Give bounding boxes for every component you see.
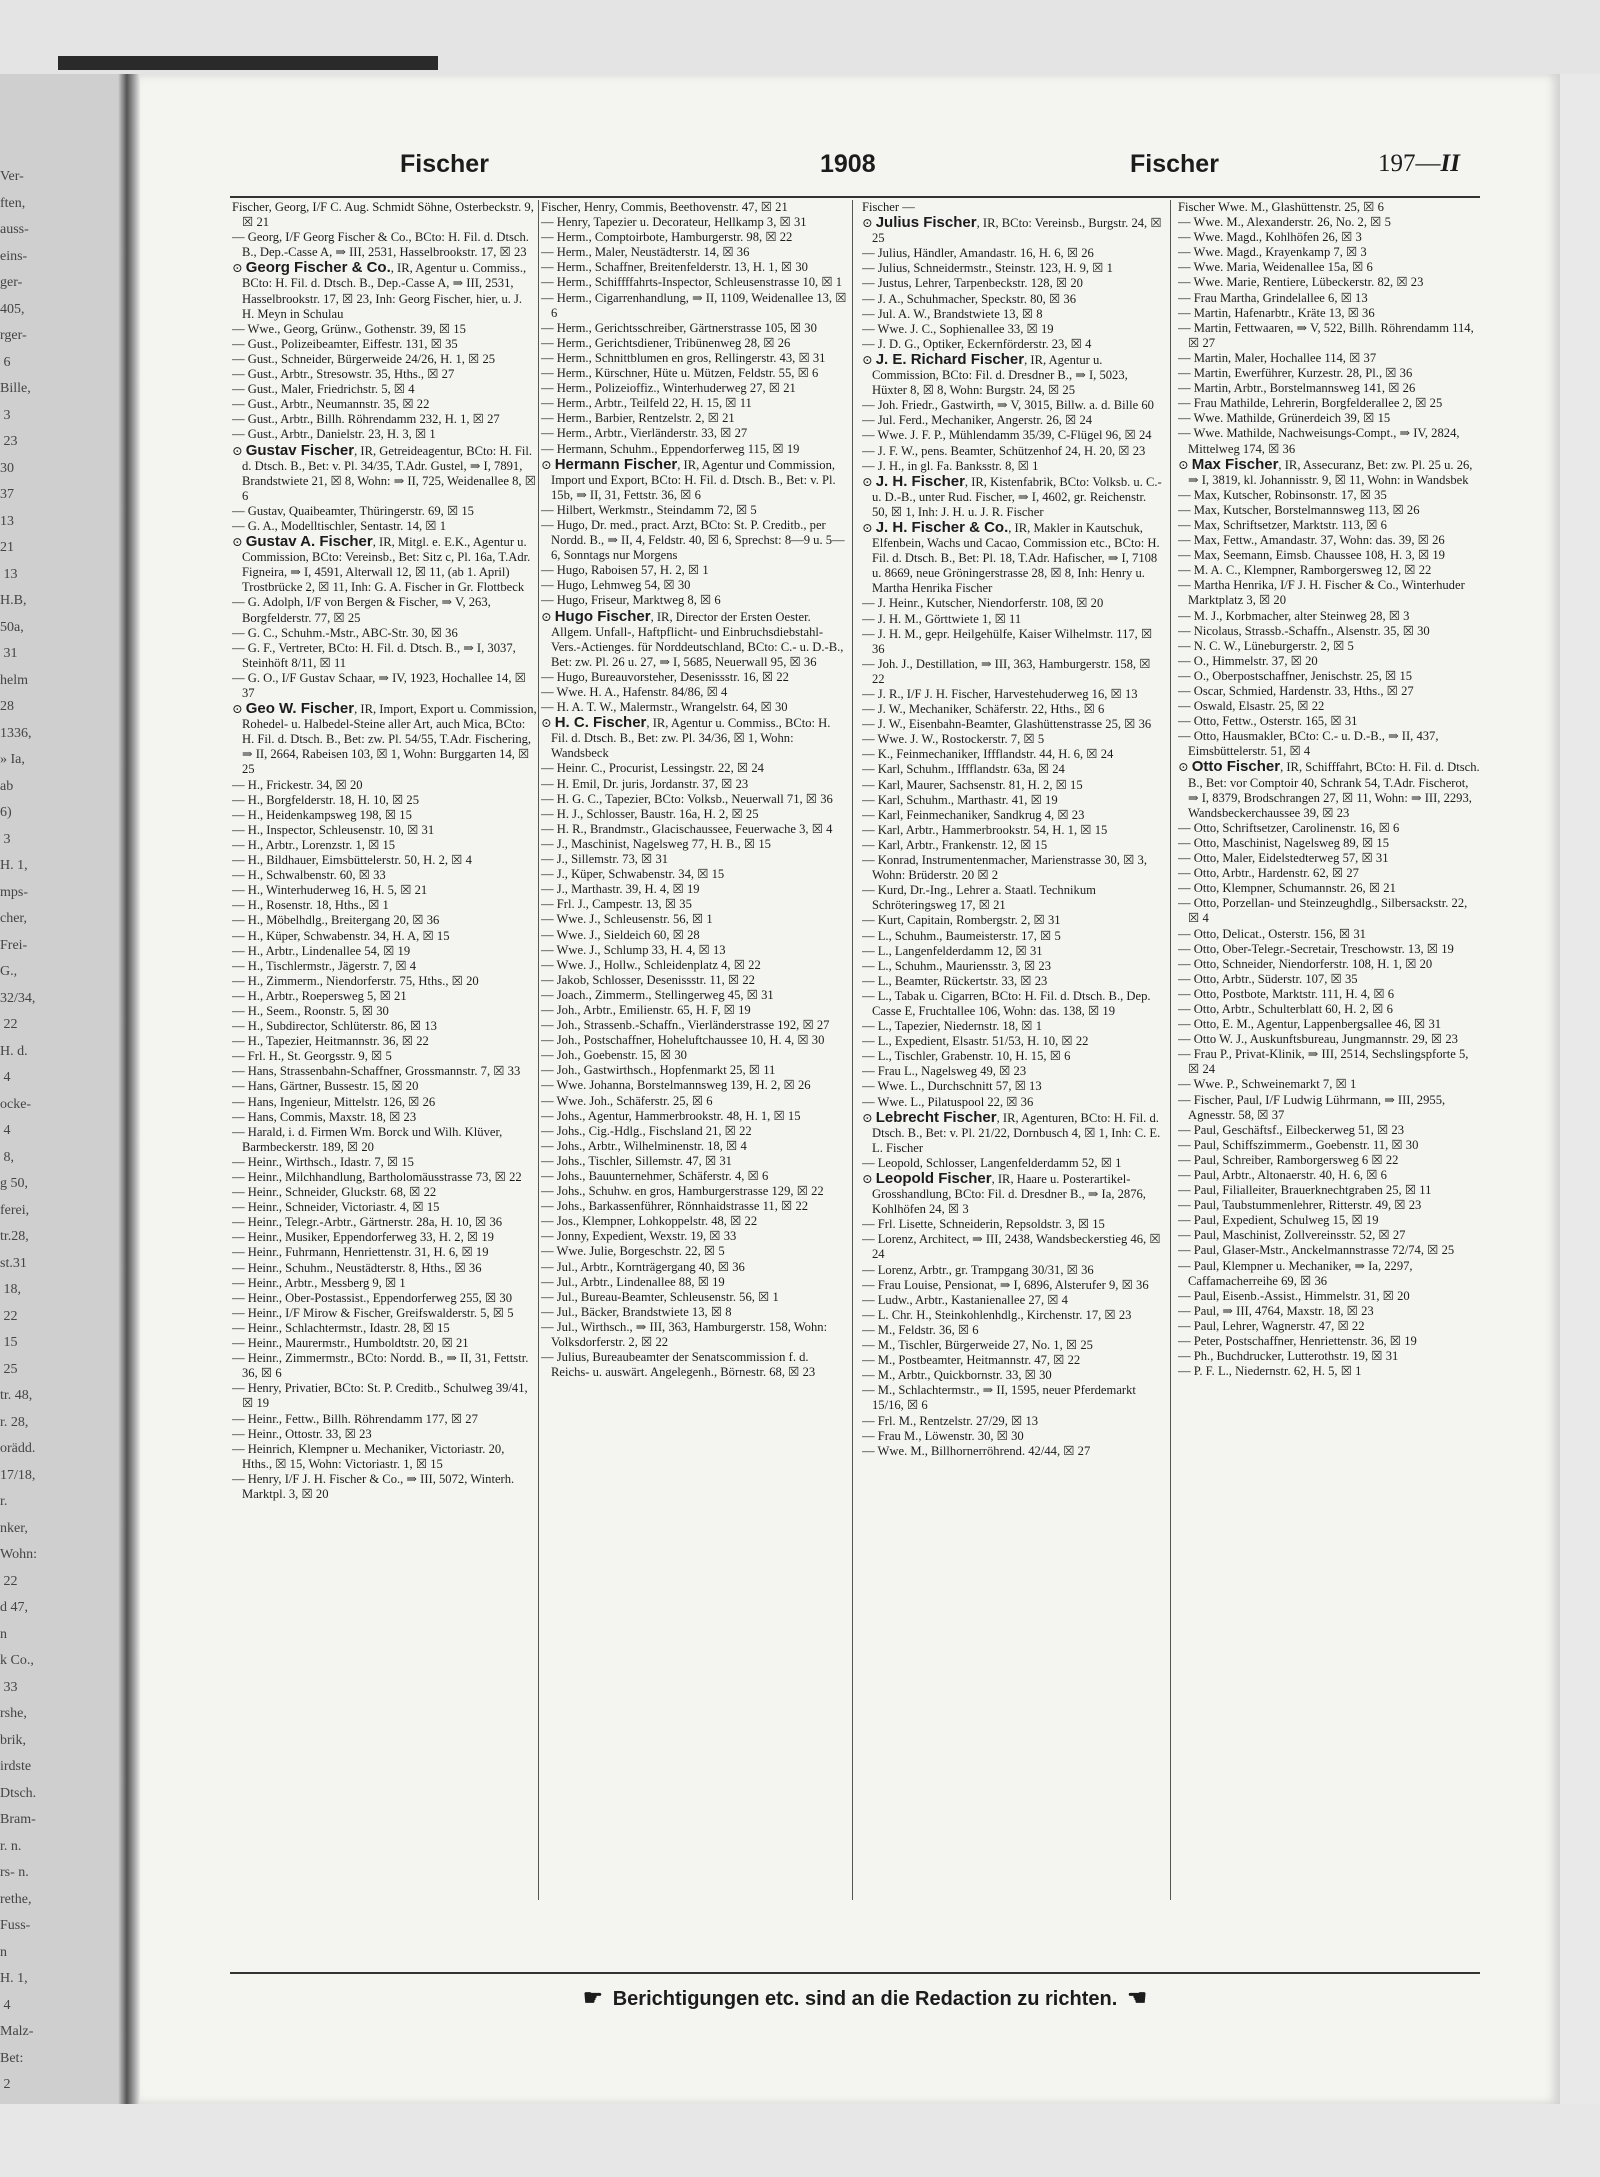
pointing-hand-icon: ☚ [1127,1985,1147,2010]
directory-entry: — G. C., Schuhm.-Mstr., ABC-Str. 30, ☒ 36 [232,625,458,640]
directory-entry: — Jul., Arbtr., Kornträgergang 40, ☒ 36 [541,1259,745,1274]
directory-entry: — Joh., Postschaffner, Hoheluftchaussee 10, H. 4, ☒ 30 [541,1033,825,1048]
directory-entry: — Karl, Maurer, Sachsenstr. 81, H. 2, ☒ 15 [862,777,1083,792]
directory-entry: — Wwe. Joh., Schäferstr. 25, ☒ 6 [541,1093,713,1108]
firm-name: H. C. Fischer [554,714,647,732]
directory-entry: — Kurt, Capitain, Rombergstr. 2, ☒ 31 [862,913,1061,928]
directory-entry: — H., Tischlermstr., Jägerstr. 7, ☒ 4 [232,958,417,973]
directory-entry: — Wwe. Mathilde, Grünerdeich 39, ☒ 15 [1178,411,1391,426]
directory-entry: — Otto, Arbtr., Süderstr. 107, ☒ 35 [1178,971,1358,986]
directory-entry: — Martin, Arbtr., Borstelmannsweg 141, ☒ 26 [1178,381,1416,396]
directory-entry: — Heinr., Schuhm., Neustädterstr. 8, Hths., ☒ 36 [232,1260,482,1275]
book-gutter [118,74,140,2104]
directory-entry: — Heinr., Telegr.-Arbtr., Gärtnerstr. 28a, H. 10, ☒ 36 [232,1215,503,1230]
directory-entry: — Wwe. M., Alexanderstr. 26, No. 2, ☒ 5 [1178,215,1391,230]
directory-entry: — M., Feldstr. 36, ☒ 6 [862,1322,979,1337]
directory-entry: — Konrad, Instrumentenmacher, Marienstrasse 30, ☒ 3, Wohn: Brüderstr. 20 ☒ 2 [862,853,1147,883]
directory-entry: — Martha Henrika, I/F J. H. Fischer & Co., Winterhuder Marktplatz 3, ☒ 20 [1178,578,1465,608]
directory-entry: — Heinr., Schneider, Victoriastr. 4, ☒ 15 [232,1200,440,1215]
directory-entry: — H., Frickestr. 34, ☒ 20 [232,777,363,792]
directory-entry: — Otto, E. M., Agentur, Lappenbergsallee 46, ☒ 31 [1178,1017,1442,1032]
directory-entry: — H., Bildhauer, Eimsbüttelerstr. 50, H. 2, ☒ 4 [232,853,472,868]
directory-entry: — Frau Martha, Grindelallee 6, ☒ 13 [1178,290,1368,305]
directory-entry: — Lorenz, Architect, ⇒ III, 2438, Wandsbeckerstieg 46, ☒ 24 [862,1232,1161,1262]
directory-entry: — Heinr., Fuhrmann, Henriettenstr. 31, H. 6, ☒ 19 [232,1245,489,1260]
directory-entry: — Hugo, Dr. med., pract. Arzt, BCto: St. P. Creditb., per Nordd. B., ⇒ II, 4, Feldstr. 40, ☒ 6, Sprechst: 8—9 u. 5—6, Sonntags nur Morgens [541,517,845,563]
scan-bottom-margin [0,2104,1600,2177]
directory-entry: — Wwe. Julie, Borgeschstr. 22, ☒ 5 [541,1244,725,1259]
directory-entry: ⊙ J. H. Fischer & Co., IR, Makler in Kautschuk, Elfenbein, Wachs und Cacao, Commission etc., BCto: H. Fil. d. Dtsch. B., Bet: Pl. 18, T.Adr. Hafischer, ⇒ I, 7108 u. 8669, neue Gröningerstrasse 28, ☒ 8, Inh: Henry u. Martha Henrika Fischer [862,518,1160,596]
directory-entry: — H., Tapezier, Heitmannstr. 36, ☒ 22 [232,1034,429,1049]
directory-entry: — Jul. Ferd., Mechaniker, Angerstr. 26, ☒ 24 [862,413,1093,428]
directory-entry: — Otto, Porzellan- und Steinzeughdlg., Silbersackstr. 22, ☒ 4 [1178,896,1468,926]
directory-entry: — H., Inspector, Schleusenstr. 10, ☒ 31 [232,822,435,837]
directory-entry: — M., Postbeamter, Heitmannstr. 47, ☒ 22 [862,1353,1081,1368]
directory-entry: ⊙ Gustav A. Fischer, IR, Mitgl. e. E.K., Agentur u. Commission, BCto: Vereinsb., Bet: Sitz c, Pl. 16a, T.Adr. Figneira, ⇒ I, 4591, Alterwall 12, ☒ 11, (ab 1. April) Trostbrücke 2, ☒ 11, Inh: G. A. Fischer in Gr. Flottbeck [232,533,531,595]
directory-entry: — L., Langenfelderdamm 12, ☒ 31 [862,943,1043,958]
directory-entry: — H., Schwalbenstr. 60, ☒ 33 [232,868,386,883]
directory-entry: — Herm., Arbtr., Vierländerstr. 33, ☒ 27 [541,426,748,441]
directory-entry: — Herm., Schiffffahrts-Inspector, Schleusenstrasse 10, ☒ 1 [541,275,843,290]
directory-entry: — Johs., Arbtr., Wilhelminenstr. 18, ☒ 4 [541,1138,747,1153]
directory-entry: — Lorenz, Arbtr., gr. Trampgang 30/31, ☒ 36 [862,1262,1094,1277]
directory-entry: — J., Küper, Schwabenstr. 34, ☒ 15 [541,867,725,882]
directory-entry: — M. J., Korbmacher, alter Steinweg 28, ☒ 3 [1178,608,1410,623]
directory-entry: — Karl, Schuhm., Iffflandstr. 63a, ☒ 24 [862,762,1065,777]
directory-entry: — M., Tischler, Bürgerweide 27, No. 1, ☒ 25 [862,1338,1093,1353]
column-4 [1178,200,1480,1900]
directory-entry: — Otto, Arbtr., Hardenstr. 62, ☒ 27 [1178,866,1359,881]
directory-entry: — H., Rosenstr. 18, Hths., ☒ 1 [232,898,389,913]
directory-entry: Fischer, Henry, Commis, Beethovenstr. 47, ☒ 21 [541,200,788,214]
directory-entry: — Frl. Lisette, Schneiderin, Repsoldstr. 3, ☒ 15 [862,1217,1105,1232]
scan-dark-strip [58,56,438,70]
directory-entry: — Wwe. Magd., Kohlhöfen 26, ☒ 3 [1178,230,1362,245]
directory-entry: — Herm., Cigarrenhandlung, ⇒ II, 1109, Weidenallee 13, ☒ 6 [541,290,847,320]
directory-entry: — Martin, Fettwaaren, ⇒ V, 522, Billh. Röhrendamm 114, ☒ 27 [1178,320,1474,350]
directory-entry: — Heinr., Fettw., Billh. Röhrendamm 177, ☒ 27 [232,1411,478,1426]
directory-entry: — Frau M., Löwenstr. 30, ☒ 30 [862,1428,1024,1443]
directory-entry: — Wwe. J. W., Rostockerstr. 7, ☒ 5 [862,732,1045,747]
firm-name: Georg Fischer & Co. [245,259,391,277]
directory-entry: — J. W., Eisenbahn-Beamter, Glashüttenstrasse 25, ☒ 36 [862,717,1152,732]
directory-entry: — Frau P., Privat-Klinik, ⇒ III, 2514, Sechslingspforte 5, ☒ 24 [1178,1047,1469,1077]
directory-entry: — Jul., Arbtr., Lindenallee 88, ☒ 19 [541,1274,725,1289]
directory-entry: — Hilbert, Werkmstr., Steindamm 72, ☒ 5 [541,502,757,517]
directory-entry: — Paul, Schreiber, Ramborgersweg 6 ☒ 22 [1178,1152,1399,1167]
directory-entry: — Johs., Schuhw. en gros, Hamburgerstrasse 129, ☒ 22 [541,1184,824,1199]
directory-entry: — Jonny, Expedient, Wexstr. 19, ☒ 33 [541,1229,737,1244]
directory-entry: — Herm., Kürschner, Hüte u. Mützen, Feldstr. 55, ☒ 6 [541,366,819,381]
directory-entry: — G. Adolph, I/F von Bergen & Fischer, ⇒ V, 263, Borgfelderstr. 77, ☒ 25 [232,595,491,625]
directory-entry: — Jakob, Schlosser, Desenissstr. 11, ☒ 22 [541,972,755,987]
directory-entry: — Heinr., Wirthsch., Idastr. 7, ☒ 15 [232,1154,414,1169]
directory-entry: — Herm., Schnittblumen en gros, Rellingerstr. 43, ☒ 31 [541,350,826,365]
directory-entry: — Hans, Gärtner, Bussestr. 15, ☒ 20 [232,1079,419,1094]
directory-entry: — Peter, Postschaffner, Henriettenstr. 36, ☒ 19 [1178,1334,1417,1349]
firm-name: Julius Fischer [875,214,977,232]
directory-entry: — Otto, Postbote, Marktstr. 111, H. 4, ☒ 6 [1178,986,1395,1001]
directory-entry: — Leopold, Schlosser, Langenfelderdamm 52, ☒ 1 [862,1155,1122,1170]
directory-entry: — Herm., Gerichtsschreiber, Gärtnerstrasse 105, ☒ 30 [541,320,817,335]
directory-entry: — M., Schlachtermstr., ⇒ II, 1595, neuer Pferdemarkt 15/16, ☒ 6 [862,1383,1136,1413]
directory-entry: — Hugo, Lehmweg 54, ☒ 30 [541,578,691,593]
directory-entry: — J. H. M., Görttwiete 1, ☒ 11 [862,611,1022,626]
directory-entry: — Otto, Maschinist, Nagelsweg 89, ☒ 15 [1178,835,1390,850]
directory-entry: — Hugo, Friseur, Marktweg 8, ☒ 6 [541,593,721,608]
directory-entry: — Paul, Glaser-Mstr., Anckelmannstrasse 72/74, ☒ 25 [1178,1243,1455,1258]
directory-entry: — H. Emil, Dr. juris, Jordanstr. 37, ☒ 23 [541,776,749,791]
directory-entry: ⊙ Georg Fischer & Co., IR, Agentur u. Commiss., BCto: H. Fil. d. Dtsch. B., Dep.-Casse A, ⇒ III, 2531, Hasselbrookstr. 17, ☒ 23, Inh: Georg Fischer, hier, u. J. H. Meyn in Schulau [232,259,527,321]
directory-entry: — Gust., Arbtr., Danielstr. 23, H. 3, ☒ 1 [232,427,436,442]
directory-entry: — Heinr., Schlachtermstr., Idastr. 28, ☒ 15 [232,1320,450,1335]
directory-entry: — Max, Seemann, Eimsb. Chaussee 108, H. 3, ☒ 19 [1178,548,1445,563]
directory-entry: — Joach., Zimmerm., Stellingerweg 45, ☒ 31 [541,987,774,1002]
directory-entry: — Otto, Hausmakler, BCto: C.- u. D.-B., ⇒ II, 437, Eimsbüttelerstr. 51, ☒ 4 [1178,729,1439,759]
directory-entry: — H., Möbelhdlg., Breitergang 20, ☒ 36 [232,913,440,928]
directory-entry: — Paul, Arbtr., Altonaerstr. 40, H. 6, ☒ 6 [1178,1168,1387,1182]
directory-entry: — Heinr., Ober-Postassist., Eppendorferweg 255, ☒ 30 [232,1290,513,1305]
directory-entry: — L., Tischler, Grabenstr. 10, H. 15, ☒ 6 [862,1049,1071,1064]
directory-entry: ⊙ Leopold Fischer, IR, Haare u. Posterartikel-Grosshandlung, BCto: Fil. d. Dresdner B., ⇒ Ia, 2876, Kohlhöfen 24, ☒ 3 [862,1170,1146,1217]
firm-name: Otto Fischer [1191,758,1281,776]
directory-entry: — Johs., Agentur, Hammerbrookstr. 48, H. 1, ☒ 15 [541,1108,801,1123]
directory-entry: — J., Maschinist, Nagelsweg 77, H. B., ☒ 15 [541,836,771,851]
directory-entry: — Otto, Schriftsetzer, Carolinenstr. 16, ☒ 6 [1178,820,1400,835]
directory-entry: — L., Beamter, Rückertstr. 33, ☒ 23 [862,973,1048,988]
directory-entry: — Karl, Feinmechaniker, Sandkrug 4, ☒ 23 [862,807,1085,822]
directory-entry: — Martin, Maler, Hochallee 114, ☒ 37 [1178,350,1377,365]
directory-entry: — Herm., Gerichtsdiener, Tribünenweg 28, ☒ 26 [541,335,791,350]
directory-entry: — Johs., Bauunternehmer, Schäferstr. 4, ☒ 6 [541,1169,769,1183]
footer-text: Berichtigungen etc. sind an die Redaction zu richten. [612,1988,1118,2010]
directory-entry: ⊙ Gustav Fischer, IR, Getreideagentur, BCto: H. Fil. d. Dtsch. B., Bet: v. Pl. 34/35, T.Adr. Gustel, ⇒ I, 7891, Brandstwiete 21, ☒ 8, Wohn: ⇒ II, 725, Weidenallee 8, ☒ 6 [232,441,537,503]
header-left-name: Fischer [400,150,489,178]
previous-page-text: Ver- ften, auss- eins- ger- 405, rger- 6 Bille, 3 23 30 37 13 21 13 H.B, 50a, 31 helm 28 1336, » Ia, ab 6) 3 H. 1, mps- cher, Frei- G., 32/34, 22 H. d. 4 ocke- 4 8, g 50, ferei, tr.28, st.31 18, 22 15 25 tr. 48, r. 28, orädd. 17/18, r. nker, Wohn: 22 d 47, n k Co., 33 rshe, brik, irdste Dtsch. Bram- r. n. rs- n. rethe, Fuss- n H. 1, 4 Malz- Bet: 2 [0,169,37,2092]
directory-entry: — Joh., Goebenstr. 15, ☒ 30 [541,1048,687,1063]
directory-entry: — Otto W. J., Auskunftsbureau, Jungmannstr. 29, ☒ 23 [1178,1032,1458,1047]
directory-entry: — Wwe. L., Pilatuspool 22, ☒ 36 [862,1094,1034,1109]
directory-entry: Fischer — [862,200,915,214]
directory-entry: — Wwe. Maria, Weidenallee 15a, ☒ 6 [1178,260,1373,275]
directory-entry: — Wwe. J., Schleusenstr. 56, ☒ 1 [541,912,713,927]
directory-entry: — Joh., Arbtr., Emilienstr. 65, H. F, ☒ 19 [541,1002,751,1017]
directory-entry: — Wwe. Marie, Rentiere, Lübeckerstr. 82, ☒ 23 [1178,275,1424,290]
directory-entry: — Herm., Schaffner, Breitenfelderstr. 13, H. 1, ☒ 30 [541,260,808,275]
directory-entry: — Frau Louise, Pensionat, ⇒ I, 6896, Alsterufer 9, ☒ 36 [862,1277,1149,1292]
directory-entry: — Max, Schriftsetzer, Marktstr. 113, ☒ 6 [1178,517,1387,532]
directory-entry: — Henry, Tapezier u. Decorateur, Hellkamp 3, ☒ 31 [541,215,807,230]
page-suffix: II [1440,150,1460,177]
directory-entry: — Jul., Bäcker, Brandstwiete 13, ☒ 8 [541,1304,732,1319]
directory-entry: — Gustav, Quaibeamter, Thüringerstr. 69, ☒ 15 [232,503,474,518]
directory-entry: — L., Tabak u. Cigarren, BCto: H. Fil. d. Dtsch. B., Dep. Casse E, Fruchtallee 106, Wohn: das. 138, ☒ 19 [862,988,1151,1018]
directory-entry: — Julius, Bureaubeamter der Senatscommission f. d. Reichs- u. auswärt. Angelegenh., Börnestr. 68, ☒ 23 [541,1350,816,1380]
directory-entry: — Martin, Ewerführer, Kurzestr. 28, Pl., ☒ 36 [1178,366,1413,381]
directory-entry: — Max, Kutscher, Borstelmannsweg 113, ☒ 26 [1178,502,1420,517]
directory-entry: — Otto, Maler, Eidelstedterweg 57, ☒ 31 [1178,851,1389,866]
directory-entry: — L., Schuhm., Baumeisterstr. 17, ☒ 5 [862,928,1061,943]
directory-entry: — H., Borgfelderstr. 18, H. 10, ☒ 25 [232,792,420,807]
directory-entry: — Jos., Klempner, Lohkoppelstr. 48, ☒ 22 [541,1214,758,1229]
directory-entry: — Wwe. J. F. P., Mühlendamm 35/39, C-Flügel 96, ☒ 24 [862,428,1152,443]
directory-entry: — Paul, Eisenb.-Assist., Himmelstr. 31, ☒ 20 [1178,1288,1410,1303]
directory-entry: — H. G. C., Tapezier, BCto: Volksb., Neuerwall 71, ☒ 36 [541,791,833,806]
directory-entry: ⊙ J. E. Richard Fischer, IR, Agentur u. Commission, BCto: Fil. d. Dresdner B., ⇒ I, 5023, Hüxter 8, ☒ 8, Wohn: Burgstr. 24, ☒ 25 [862,350,1128,398]
directory-entry: — Gust., Polizeibeamter, Eiffestr. 131, ☒ 35 [232,336,458,351]
directory-entry: — Wwe. Johanna, Borstelmannsweg 139, H. 2, ☒ 26 [541,1078,811,1093]
firm-name: Hermann Fischer [554,455,678,473]
directory-entry: — Heinrich, Klempner u. Mechaniker, Victoriastr. 20, Hths., ☒ 15, Wohn: Victoriastr. 1, ☒ 15 [232,1441,505,1471]
directory-entry: — Karl, Arbtr., Frankenstr. 12, ☒ 15 [862,837,1048,852]
directory-entry: — Otto, Fettw., Osterstr. 165, ☒ 31 [1178,714,1358,729]
directory-entry: — Hugo, Bureauvorsteher, Desenissstr. 16, ☒ 22 [541,669,789,684]
directory-entry: — Georg, I/F Georg Fischer & Co., BCto: H. Fil. d. Dtsch. B., Dep.-Casse A, ⇒ III, 2531, Hasselbrookstr. 17, ☒ 23 [232,230,529,260]
directory-entry: — G. F., Vertreter, BCto: H. Fil. d. Dtsch. B., ⇒ I, 3037, Steinhöft 8/11, ☒ 11 [232,640,516,670]
directory-entry: — Wwe. J., Sieldeich 60, ☒ 28 [541,927,700,942]
directory-entry: — H., Winterhuderweg 16, H. 5, ☒ 21 [232,883,428,898]
directory-entry: — Hans, Ingenieur, Mittelstr. 126, ☒ 26 [232,1094,436,1109]
directory-entry: — Martin, Hafenarbtr., Kräte 13, ☒ 36 [1178,305,1375,320]
directory-entry: — H., Arbtr., Roepersweg 5, ☒ 21 [232,988,407,1003]
directory-entry: ⊙ Max Fischer, IR, Assecuranz, Bet: zw. Pl. 25 u. 26, ⇒ I, 3819, kl. Johannisstr. 9, ☒ 11, Wohn: in Wandsbek [1178,455,1473,487]
directory-entry: — Julius, Schneidermstr., Steinstr. 123, H. 9, ☒ 1 [862,261,1113,276]
column-divider [1170,200,1171,1900]
directory-entry: — J., Marthastr. 39, H. 4, ☒ 19 [541,882,700,897]
directory-entry: — Heinr., Ottostr. 33, ☒ 23 [232,1426,372,1441]
directory-entry: — Oscar, Schmied, Hardenstr. 33, Hths., ☒ 27 [1178,684,1414,698]
directory-entry: — Wwe. Mathilde, Nachweisungs-Compt., ⇒ IV, 2824, Mittelweg 174, ☒ 36 [1178,426,1460,456]
directory-entry: — Gust., Arbtr., Billh. Röhrendamm 232, H. 1, ☒ 27 [232,412,500,427]
directory-entry: — Max, Kutscher, Robinsonstr. 17, ☒ 35 [1178,487,1387,502]
directory-entry: ⊙ Geo W. Fischer, IR, Import, Export u. Commission, Rohedel- u. Halbedel-Steine aller Art, auch Mica, BCto: H. Fil. d. Dtsch. B., Bet: zw. Pl. 54/55, T.Adr. Fischering, ⇒ II, 2664, Rabeisen 103, ☒ 1, Wohn: Burggarten 14, ☒ 25 [232,700,537,777]
directory-entry: — Heinr., Schneider, Gluckstr. 68, ☒ 22 [232,1185,437,1200]
directory-entry: — G. A., Modelltischler, Sentastr. 14, ☒ 1 [232,518,447,533]
directory-entry: — Otto, Schneider, Niendorferstr. 108, H. 1, ☒ 20 [1178,956,1433,971]
directory-entry: — Wwe. P., Schweinemarkt 7, ☒ 1 [1178,1077,1357,1092]
directory-entry: — Paul, Klempner u. Mechaniker, ⇒ Ia, 2297, Caffamacherreihe 69, ☒ 36 [1178,1258,1413,1288]
directory-entry: — Ludw., Arbtr., Kastanienallee 27, ☒ 4 [862,1292,1068,1307]
firm-name: Lebrecht Fischer [875,1108,997,1126]
directory-entry: ⊙ Hermann Fischer, IR, Agentur und Commission, Import und Export, BCto: H. Fil. d. Dtsch. B., Bet: v. Pl. 15b, ⇒ II, 31, Fettstr. 36, ☒ 6 [541,455,836,502]
directory-entry: — H., Arbtr., Lorenzstr. 1, ☒ 15 [232,837,396,852]
directory-entry: — Paul, Filialleiter, Brauerknechtgraben 25, ☒ 11 [1178,1183,1432,1198]
directory-entry: — N. C. W., Lüneburgerstr. 2, ☒ 5 [1178,638,1354,653]
directory-entry: — Paul, Lehrer, Wagnerstr. 47, ☒ 22 [1178,1318,1365,1333]
directory-entry: — J. F. W., pens. Beamter, Schützenhof 24, H. 20, ☒ 23 [862,443,1146,458]
column-2 [541,200,848,1900]
firm-name: Leopold Fischer [875,1170,992,1187]
directory-entry: ⊙ Lebrecht Fischer, IR, Agenturen, BCto: H. Fil. d. Dtsch. B., Bet: v. Pl. 21/22, Dornbusch 4, ☒ 1, Inh: C. E. L. Fischer [862,1108,1161,1155]
directory-entry: — Joh., Strassenb.-Schaffn., Vierländerstrasse 192, ☒ 27 [541,1018,830,1033]
directory-entry: — Henry, Privatier, BCto: St. P. Creditb., Schulweg 39/41, ☒ 19 [232,1381,528,1411]
directory-entry: — Otto, Arbtr., Schulterblatt 60, H. 2, ☒ 6 [1178,1001,1393,1016]
directory-entry: — Gust., Maler, Friedrichstr. 5, ☒ 4 [232,382,415,397]
header-rule [230,196,1480,198]
directory-entry: — Ph., Buchdrucker, Lutterothstr. 19, ☒ 31 [1178,1349,1399,1364]
directory-entry: — Hermann, Schuhm., Eppendorferweg 115, ☒ 19 [541,441,800,456]
directory-entry: — Paul, Expedient, Schulweg 15, ☒ 19 [1178,1213,1379,1228]
directory-entry: — H. A. T. W., Malermstr., Wrangelstr. 64, ☒ 30 [541,700,788,715]
directory-entry: — Heinr., Musiker, Eppendorferweg 33, H. 2, ☒ 19 [232,1230,494,1245]
directory-entry: — Paul, Schiffszimmerm., Goebenstr. 11, ☒ 30 [1178,1137,1419,1152]
column-divider [852,200,853,1900]
directory-entry: — Nicolaus, Strassb.-Schaffn., Alsenstr. 35, ☒ 30 [1178,623,1430,638]
directory-entry: — Hugo, Raboisen 57, H. 2, ☒ 1 [541,563,709,578]
directory-entry: — Wwe., Georg, Grünw., Gothenstr. 39, ☒ 15 [232,321,466,336]
footer-rule [230,1972,1480,1974]
directory-entry: — Otto, Ober-Telegr.-Secretair, Treschowstr. 13, ☒ 19 [1178,941,1454,956]
directory-entry: — L. Chr. H., Steinkohlenhdlg., Kirchenstr. 17, ☒ 23 [862,1307,1132,1322]
directory-entry: — H. R., Brandmstr., Glacischaussee, Feuerwache 3, ☒ 4 [541,821,833,836]
directory-entry: — M., Arbtr., Quickbornstr. 33, ☒ 30 [862,1368,1052,1383]
directory-entry: — H. J., Schlosser, Baustr. 16a, H. 2, ☒ 25 [541,806,759,821]
directory-entry: — Gust., Arbtr., Stresowstr. 35, Hths., ☒ 27 [232,367,455,382]
directory-entry: — Joh. J., Destillation, ⇒ III, 363, Hamburgerstr. 158, ☒ 22 [862,656,1151,686]
directory-entry: — Wwe. J. C., Sophienallee 33, ☒ 19 [862,321,1054,336]
directory-entry: — Karl, Arbtr., Hammerbrookstr. 54, H. 1, ☒ 15 [862,822,1108,837]
firm-name: Geo W. Fischer [245,700,355,718]
directory-entry: — Wwe. H. A., Hafenstr. 84/86, ☒ 4 [541,685,728,699]
directory-entry: — Frl. J., Campestr. 13, ☒ 35 [541,897,692,912]
directory-entry: — J. D. G., Optiker, Eckernförderstr. 23, ☒ 4 [862,336,1092,351]
column-3 [862,200,1165,1900]
column-1 [232,200,537,1900]
directory-entry: — Justus, Lehrer, Tarpenbeckstr. 128, ☒ 20 [862,276,1083,291]
directory-entry: — Paul, Maschinist, Zollvereinsstr. 52, ☒ 27 [1178,1228,1406,1243]
directory-entry: — Wwe. Magd., Krayenkamp 7, ☒ 3 [1178,245,1367,260]
directory-entry: — Henry, I/F J. H. Fischer & Co., ⇒ III, 5072, Winterh. Marktpl. 3, ☒ 20 [232,1471,515,1501]
directory-entry: — P. F. L., Niedernstr. 62, H. 5, ☒ 1 [1178,1364,1362,1379]
directory-entry: — J. H., in gl. Fa. Banksstr. 8, ☒ 1 [862,458,1039,473]
directory-entry: — K., Feinmechaniker, Iffflandstr. 44, H. 6, ☒ 24 [862,747,1114,762]
column-divider [538,200,539,1900]
directory-entry: — Heinr., Milchhandlung, Bartholomäusstrasse 73, ☒ 22 [232,1170,522,1184]
directory-entry: — H., Arbtr., Lindenallee 54, ☒ 19 [232,943,411,958]
directory-entry: — Wwe. J., Schlump 33, H. 4, ☒ 13 [541,942,726,957]
firm-name: Gustav Fischer [245,441,355,459]
directory-entry: — Hans, Commis, Maxstr. 18, ☒ 23 [232,1109,417,1124]
directory-entry: — Joh. Friedr., Gastwirth, ⇒ V, 3015, Billw. a. d. Bille 60 [862,398,1154,413]
directory-entry: — Joh., Gastwirthsch., Hopfenmarkt 25, ☒ 11 [541,1063,776,1078]
pointing-hand-icon: ☛ [583,1985,603,2010]
directory-entry: — J. H. M., gepr. Heilgehülfe, Kaiser Wilhelmstr. 117, ☒ 36 [862,626,1153,656]
directory-entry: — Frl. M., Rentzelstr. 27/29, ☒ 13 [862,1413,1039,1428]
directory-entry: — G. O., I/F Gustav Schaar, ⇒ IV, 1923, Hochallee 14, ☒ 37 [232,670,526,700]
directory-entry: — Herm., Barbier, Rentzelstr. 2, ☒ 21 [541,411,735,426]
directory-entry: — Paul, Geschäftsf., Eilbeckerweg 51, ☒ 23 [1178,1122,1405,1137]
directory-entry: — Karl, Schuhm., Marthastr. 41, ☒ 19 [862,792,1058,807]
directory-entry: — Gust., Arbtr., Neumannstr. 35, ☒ 22 [232,397,430,412]
directory-entry: — Herm., Polizeioffiz., Winterhuderweg 27, ☒ 21 [541,381,796,396]
directory-entry: — Heinr., Arbtr., Messberg 9, ☒ 1 [232,1275,406,1290]
directory-entry: — Johs., Cig.-Hdlg., Fischsland 21, ☒ 22 [541,1123,752,1138]
directory-entry: — J. R., I/F J. H. Fischer, Harvestehuderweg 16, ☒ 13 [862,687,1138,701]
directory-entry: — Heinr., Zimmermstr., BCto: Nordd. B., ⇒ II, 31, Fettstr. 36, ☒ 6 [232,1351,529,1381]
header-page-number [1378,150,1460,190]
directory-entry: — L., Tapezier, Niedernstr. 18, ☒ 1 [862,1019,1042,1034]
firm-name: J. H. Fischer [875,472,965,490]
directory-entry: — H., Zimmerm., Niendorferstr. 75, Hths., ☒ 20 [232,973,479,988]
directory-entry: — Gust., Schneider, Bürgerweide 24/26, H. 1, ☒ 25 [232,351,496,366]
directory-entry: — Otto, Delicat., Osterstr. 156, ☒ 31 [1178,926,1366,941]
directory-entry: — Herm., Comptoirbote, Hamburgerstr. 98, ☒ 22 [541,230,793,245]
directory-entry: — Kurd, Dr.-Ing., Lehrer a. Staatl. Technikum Schröteringsweg 17, ☒ 21 [862,883,1096,913]
page-number: 197— [1378,150,1441,177]
directory-entry: — Otto, Klempner, Schumannstr. 26, ☒ 21 [1178,881,1396,896]
directory-entry: ⊙ Hugo Fischer, IR, Director der Ersten Oester. Allgem. Unfall-, Haftpflicht- und Einbruchsdiebstahl-Vers.-Actienges. für Norddeutschland, BCto: C.- u. D.-B., Bet: zw. Pl. 26 u. 27, ⇒ I, 5685, Neuerwall 95, ☒ 36 [541,607,844,669]
directory-entry: — Johs., Barkassenführer, Rönnhaidstrasse 11, ☒ 22 [541,1199,809,1214]
directory-entry: — Paul, Taubstummenlehrer, Ritterstr. 49, ☒ 23 [1178,1198,1422,1213]
directory-entry: — Johs., Tischler, Sillemstr. 47, ☒ 31 [541,1153,732,1168]
directory-entry: — Frau Mathilde, Lehrerin, Borgfelderallee 2, ☒ 25 [1178,396,1443,411]
directory-entry: — Oswald, Elsastr. 25, ☒ 22 [1178,699,1325,714]
directory-entry: — Julius, Händler, Amandastr. 16, H. 6, ☒ 26 [862,246,1094,261]
directory-entry: — H., Subdirector, Schlüterstr. 86, ☒ 13 [232,1019,437,1034]
directory-entry: — L., Schuhm., Mauriensstr. 3, ☒ 23 [862,958,1051,973]
firm-name: Gustav A. Fischer [245,533,373,551]
firm-name: J. E. Richard Fischer [875,350,1025,368]
scan-right-margin [1560,74,1600,2104]
directory-entry: — Heinr. C., Procurist, Lessingstr. 22, ☒ 24 [541,761,764,776]
directory-entry: Fischer Wwe. M., Glashüttenstr. 25, ☒ 6 [1178,200,1384,214]
directory-entry: — H., Heidenkampsweg 198, ☒ 15 [232,807,412,822]
directory-entry: — Fischer, Paul, I/F Ludwig Lührmann, ⇒ III, 2955, Agnesstr. 58, ☒ 37 [1178,1092,1446,1122]
header-year: 1908 [820,150,876,178]
directory-entry: — Jul., Wirthsch., ⇒ III, 363, Hamburgerstr. 158, Wohn: Volksdorferstr. 2, ☒ 22 [541,1319,828,1350]
directory-entry: — L., Expedient, Elsastr. 51/53, H. 10, ☒ 22 [862,1034,1089,1049]
directory-entry: — H., Küper, Schwabenstr. 34, H. A, ☒ 15 [232,928,450,943]
directory-entry: ⊙ Otto Fischer, IR, Schifffahrt, BCto: H. Fil. d. Dtsch. B., Bet: vor Comptoir 40, Schrank 54, T.Adr. Fischerot, ⇒ I, 8379, Brodschrangen 27, ☒ 11, Wohn: ⇒ III, 2293, Wandsbeckerchaussee 39, ☒ 23 [1178,758,1480,820]
directory-entry: — Jul. A. W., Brandstwiete 13, ☒ 8 [862,306,1043,321]
header-right-name: Fischer [1130,150,1219,178]
firm-name: Max Fischer [1191,455,1279,473]
directory-entry: — Jul., Bureau-Beamter, Schleusenstr. 56, ☒ 1 [541,1289,779,1304]
firm-name: J. H. Fischer & Co. [875,518,1009,536]
directory-entry: — Frl. H., St. Georgsstr. 9, ☒ 5 [232,1049,392,1064]
directory-entry: — Wwe. M., Billhornerröhrend. 42/44, ☒ 27 [862,1443,1091,1458]
directory-entry: Fischer, Georg, I/F C. Aug. Schmidt Söhne, Osterbeckstr. 9, ☒ 21 [232,200,534,230]
directory-entry: ⊙ H. C. Fischer, IR, Agentur u. Commiss., BCto: H. Fil. d. Dtsch. B., Bet: zw. Pl. 34/36, ☒ 1, Wohn: Wandsbeck [541,714,831,761]
directory-entry: — Max, Fettw., Amandastr. 37, Wohn: das. 39, ☒ 26 [1178,533,1445,548]
directory-entry: — Heinr., I/F Mirow & Fischer, Greifswalderstr. 5, ☒ 5 [232,1305,514,1320]
directory-entry: — Paul, ⇒ III, 4764, Maxstr. 18, ☒ 23 [1178,1303,1374,1318]
directory-entry: — Heinr., Maurermstr., Humboldtstr. 20, ☒ 21 [232,1336,469,1351]
directory-entry: — O., Himmelstr. 37, ☒ 20 [1178,653,1318,668]
directory-entry: — Frau L., Nagelsweg 49, ☒ 23 [862,1064,1027,1079]
directory-entry: — Wwe. J., Hollw., Schleidenplatz 4, ☒ 22 [541,957,761,972]
directory-entry: — J. A., Schuhmacher, Speckstr. 80, ☒ 36 [862,291,1077,306]
directory-entry: — Harald, i. d. Firmen Wm. Borck und Wilh. Klüver, Barmbeckerstr. 189, ☒ 20 [232,1124,503,1154]
directory-entry: — J. W., Mechaniker, Schäferstr. 22, Hths., ☒ 6 [862,702,1105,717]
directory-entry: ⊙ J. H. Fischer, IR, Kistenfabrik, BCto: Volksb. u. C.- u. D.-B., unter Rud. Fischer, ⇒ I, 4602, gr. Reichenstr. 50, ☒ 1, Inh: J. H. u. J. R. Fischer [862,472,1162,519]
firm-name: Hugo Fischer [554,607,651,625]
directory-entry: — Herm., Maler, Neustädterstr. 14, ☒ 36 [541,245,750,260]
directory-entry: — J. Heinr., Kutscher, Niendorferstr. 108, ☒ 20 [862,596,1104,611]
directory-entry: — M. A. C., Klempner, Ramborgersweg 12, ☒ 22 [1178,563,1432,578]
directory-entry: ⊙ Julius Fischer, IR, BCto: Vereinsb., Burgstr. 24, ☒ 25 [862,214,1162,246]
footer-notice [440,1985,1290,2015]
directory-entry: — J., Sillemstr. 73, ☒ 31 [541,852,669,867]
directory-entry: — O., Oberpostschaffner, Jenischstr. 25, ☒ 15 [1178,668,1413,683]
directory-entry: — Herm., Arbtr., Teilfeld 22, H. 15, ☒ 11 [541,396,752,411]
directory-entry: — Hans, Strassenbahn-Schaffner, Grossmannstr. 7, ☒ 33 [232,1064,521,1079]
directory-entry: — H., Seem., Roonstr. 5, ☒ 30 [232,1003,389,1018]
directory-entry: — Wwe. L., Durchschnitt 57, ☒ 13 [862,1079,1042,1094]
